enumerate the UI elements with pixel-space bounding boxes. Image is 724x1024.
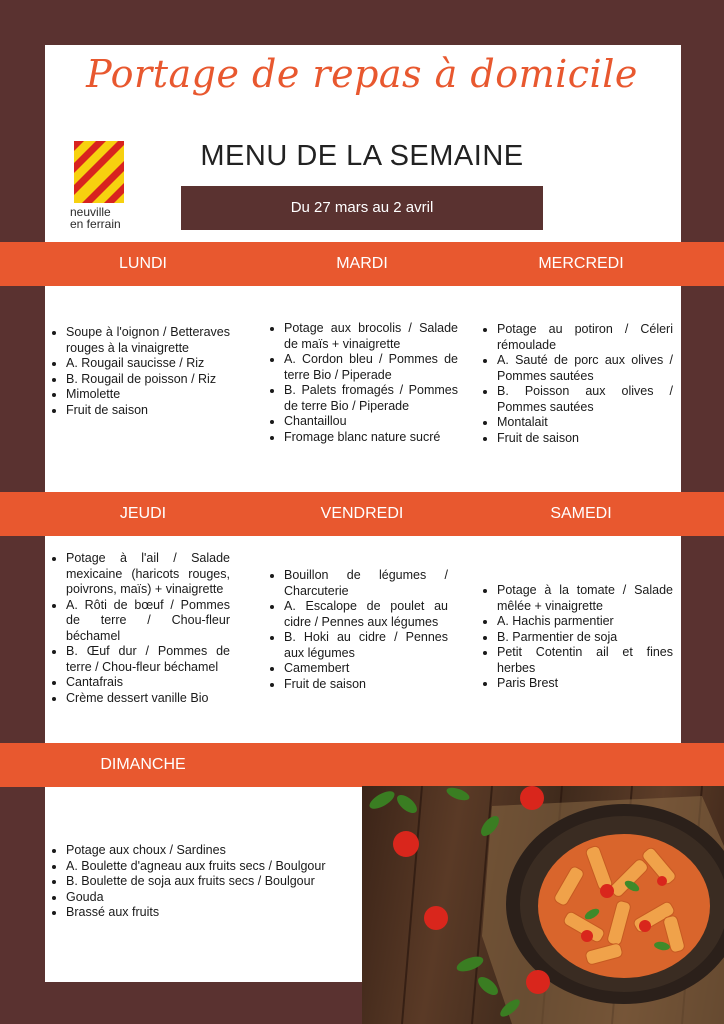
- day-title-dimanche: DIMANCHE: [100, 756, 186, 773]
- day-title-lundi: LUNDI: [118, 255, 167, 272]
- day-title-vendredi: VENDREDI: [320, 505, 404, 522]
- menu-item: • Petit Cotentin ail et fines herbes: [497, 645, 673, 676]
- menu-item: • A. Boulette d'agneau aux fruits secs / Boulgour: [66, 859, 362, 875]
- menu-mercredi: [475, 322, 673, 446]
- menu-item: • Brassé aux fruits: [66, 905, 362, 921]
- menu-item: • Soupe à l'oignon / Betteraves rouges à la vinaigrette: [66, 325, 230, 356]
- day-band-2: [0, 492, 724, 536]
- menu-item: • Mimolette: [66, 387, 230, 403]
- menu-item: • B. Palets fromagés / Pommes de terre Bio / Piperade: [284, 383, 458, 414]
- town-logo-text: neuville en ferrain: [70, 205, 121, 231]
- menu-item: • Fruit de saison: [284, 677, 448, 693]
- menu-item: • Camembert: [284, 661, 448, 677]
- menu-item: • Chantaillou: [284, 414, 458, 430]
- day-band-1: [0, 242, 724, 286]
- menu-item: • A. Rôti de bœuf / Pommes de terre / Chou-fleur béchamel: [66, 598, 230, 645]
- day-title-jeudi: JEUDI: [119, 505, 167, 522]
- menu-item: • Potage aux choux / Sardines: [66, 843, 362, 859]
- page-title: MENU DE LA SEMAINE: [200, 140, 524, 172]
- menu-item: • Fruit de saison: [66, 403, 230, 419]
- menu-item: • Potage au potiron / Céleri rémoulade: [497, 322, 673, 353]
- day-title-mercredi: MERCREDI: [538, 255, 624, 272]
- menu-item: • A. Rougail saucisse / Riz: [66, 356, 230, 372]
- menu-item: • Potage aux brocolis / Salade de maïs + vinaigrette: [284, 321, 458, 352]
- menu-item: • B. Œuf dur / Pommes de terre / Chou-fleur béchamel: [66, 644, 230, 675]
- menu-item: • A. Escalope de poulet au cidre / Pennes aux légumes: [284, 599, 448, 630]
- date-range-banner: Du 27 mars au 2 avril: [181, 186, 543, 230]
- menu-item: • Potage à la tomate / Salade mêlée + vinaigrette: [497, 583, 673, 614]
- menu-item: • B. Hoki au cidre / Pennes aux légumes: [284, 630, 448, 661]
- menu-lundi: [44, 325, 230, 418]
- menu-item: • Fruit de saison: [497, 431, 673, 447]
- menu-item: • B. Parmentier de soja: [497, 630, 673, 646]
- pasta-photo: [362, 786, 724, 1024]
- menu-item: • A. Cordon bleu / Pommes de terre Bio / Piperade: [284, 352, 458, 383]
- menu-item: • A. Hachis parmentier: [497, 614, 673, 630]
- menu-item: • A. Sauté de porc aux olives / Pommes sautées: [497, 353, 673, 384]
- menu-item: • Potage à l'ail / Salade mexicaine (haricots rouges, poivrons, maïs) + vinaigrette: [66, 551, 230, 598]
- script-title: Portage de repas à domicile: [86, 52, 638, 96]
- menu-dimanche: [44, 843, 362, 921]
- menu-item: • Montalait: [497, 415, 673, 431]
- menu-item: • Bouillon de légumes / Charcuterie: [284, 568, 448, 599]
- menu-vendredi: [262, 568, 448, 692]
- day-title-samedi: SAMEDI: [550, 505, 612, 522]
- town-logo: [74, 141, 124, 203]
- menu-item: • Fromage blanc nature sucré: [284, 430, 458, 446]
- menu-item: • B. Boulette de soja aux fruits secs / Boulgour: [66, 874, 362, 890]
- menu-samedi: [475, 583, 673, 692]
- menu-item: • Gouda: [66, 890, 362, 906]
- menu-jeudi: [44, 551, 230, 706]
- menu-mardi: [262, 321, 458, 445]
- menu-item: • B. Rougail de poisson / Riz: [66, 372, 230, 388]
- menu-item: • Crème dessert vanille Bio: [66, 691, 230, 707]
- menu-item: • B. Poisson aux olives / Pommes sautées: [497, 384, 673, 415]
- menu-item: • Cantafrais: [66, 675, 230, 691]
- day-title-mardi: MARDI: [336, 255, 388, 272]
- day-band-3: [0, 743, 724, 787]
- menu-item: • Paris Brest: [497, 676, 673, 692]
